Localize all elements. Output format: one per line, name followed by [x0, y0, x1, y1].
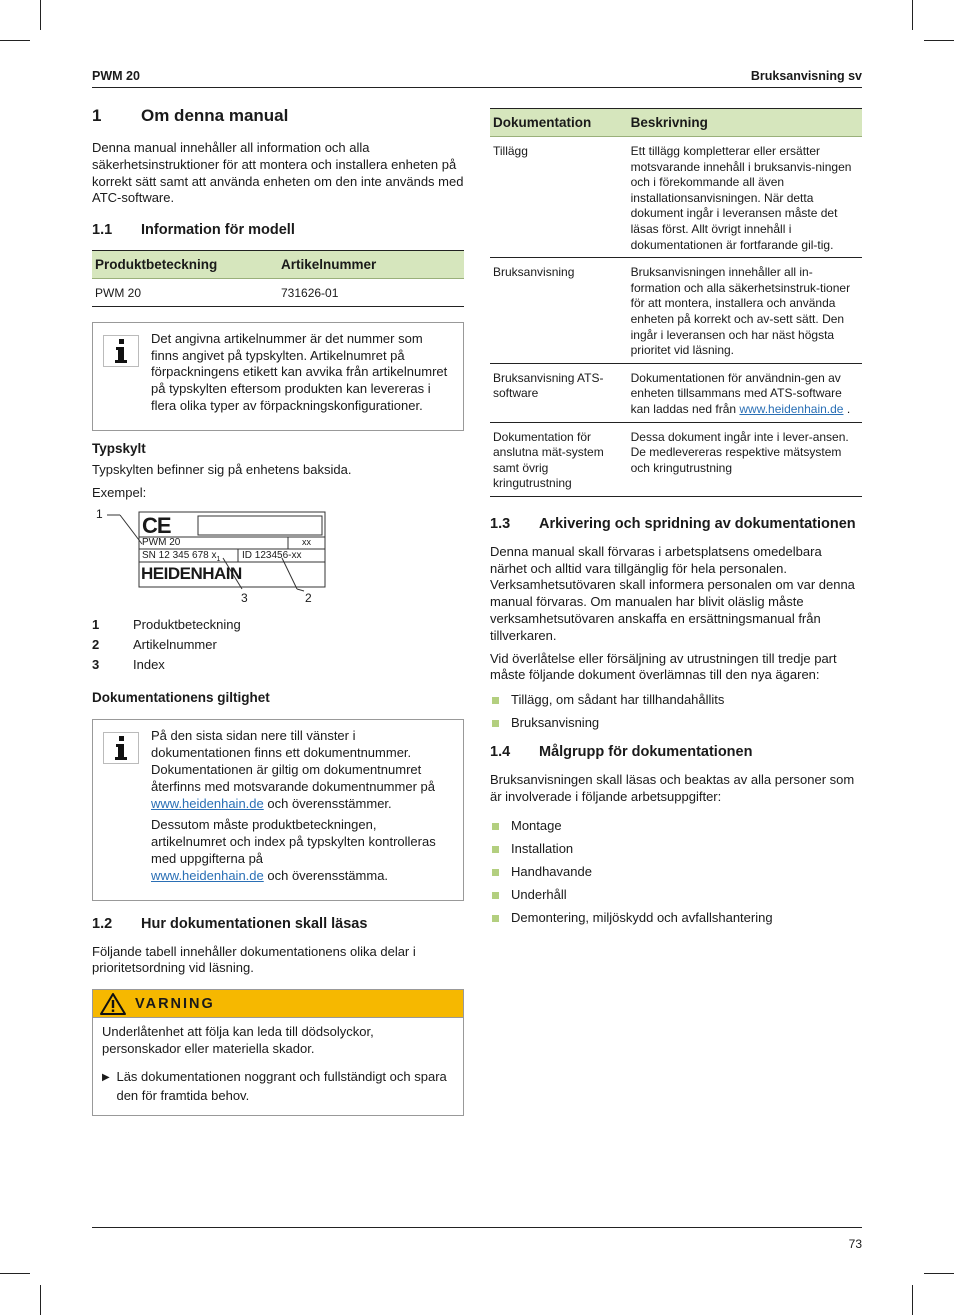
section-1-3-heading: 1.3 Arkivering och spridning av dokumentationen: [490, 515, 856, 532]
list-item: Demontering, miljöskydd och avfallshantering: [490, 910, 862, 926]
crop-mark: [0, 1273, 30, 1274]
validity-heading: Dokumentationens giltighet: [92, 690, 270, 706]
table-row: Bruksanvisning Bruksanvisningen innehåller all in-formation och alla säkerhetsinstruk-tioner för att montera, installera och använda enheten på korrekt och av-sett sätt. Den ingår i leveransen och har näst högsta prioritet vid läsning.: [490, 258, 862, 364]
warning-text: Underlåtenhet att följa kan leda till dödsolyckor, personskador eller materiella skador.: [102, 1024, 374, 1056]
info-icon: [103, 732, 139, 764]
warning-label: VARNING: [135, 995, 215, 1012]
heidenhain-link[interactable]: www.heidenhain.de: [739, 401, 844, 416]
table-header: Dokumentation: [490, 109, 628, 137]
page-number: 73: [848, 1237, 862, 1251]
documentation-table: [490, 108, 862, 497]
header-product: PWM 20: [92, 69, 140, 83]
typskylt-heading: Typskylt: [92, 440, 146, 456]
list-item: 3 Index: [92, 657, 165, 673]
warning-step: ▶ Läs dokumentationen noggrant och fullständigt och spara den för framtida behov.: [102, 1068, 447, 1103]
heidenhain-link[interactable]: www.heidenhain.de: [151, 867, 264, 883]
section-1-3-p2: Vid överlåtelse eller försäljning av utrustningen till tredje part måste följande dokument överlämnas till den nya ägaren:: [490, 650, 837, 683]
section-1-1-heading: 1.1 Information för modell: [92, 222, 295, 239]
table-row: Dokumentation för anslutna mät-system samt övrig kringutrustning Dessa dokument ingår inte i lever-ansen. De medlevereras respektive mätsystem och kringutrustning: [490, 422, 862, 496]
section-1-3-p1: Denna manual skall förvaras i arbetsplatsens omedelbara närhet och alltid vara tillgänglig för hela personalen. Verksamhetsutövaren skall informera personalen om var denna manual förvaras. Om manualen har blivit oläslig måste verksamhetsutövaren anskaffa en ersättningsmanual från tillverkaren.: [490, 543, 855, 643]
section-1-2-heading: 1.2 Hur dokumentationen skall läsas: [92, 915, 368, 932]
crop-mark: [0, 40, 30, 41]
section-1-2-intro: Följande tabell innehåller dokumentationens olika delar i prioritetsordning vid läsning.: [92, 943, 416, 976]
model-table: [92, 250, 464, 307]
list-item: Bruksanvisning: [490, 715, 862, 731]
info-box-article-number: Det angivna artikelnummer är det nummer som finns angivet på typskylten. Artikelnumret på förpackningens etikett kan avvika från artikelnumret på typskylten eftersom produkten kan levereras i flera olika typer av förpackningskonfigurationer.: [92, 322, 464, 431]
list-item: Underhåll: [490, 887, 862, 903]
crop-mark: [912, 0, 913, 30]
plate-id: ID 123456-xx: [242, 550, 302, 562]
heidenhain-link[interactable]: www.heidenhain.de: [151, 795, 264, 811]
callout-3: 3: [241, 591, 248, 606]
left-column: [92, 106, 464, 1116]
section-1-4-heading: 1.4 Målgrupp för dokumentationen: [490, 744, 753, 761]
heidenhain-logo: HEIDENHAIN: [141, 564, 242, 584]
info-icon: [103, 335, 139, 367]
page-footer: [92, 1227, 862, 1251]
target-group-list: [490, 818, 862, 926]
figure-legend: [92, 617, 464, 672]
table-row: Bruksanvisning ATS-software Dokumentationen för användnin-gen av enheten tillsammans med ATS-software kan laddas ned från www.heidenhain.de .: [490, 363, 862, 422]
example-label: Exempel:: [92, 484, 147, 500]
warning-icon: [99, 992, 127, 1016]
table-header: Beskrivning: [628, 109, 862, 137]
right-column: [490, 108, 862, 933]
list-item: Handhavande: [490, 864, 862, 880]
ce-mark: CE: [142, 513, 171, 539]
list-item: Montage: [490, 818, 862, 834]
info-box-validity: På den sista sidan nere till vänster i dokumentationen finns ett dokumentnummer. Dokumentationen är giltig om dokumentnumret återfinns med motsvarande dokumentnummer på www.heidenhain.de och överensstämmer. Dessutom måste produktbeteckningen, artikelnumret och index på typskylten kontrolleras med uppgifterna på www.heidenhain.de och överensstämma.: [92, 719, 464, 900]
crop-mark: [924, 40, 954, 41]
list-item: 1 Produktbeteckning: [92, 617, 241, 633]
callout-2: 2: [305, 591, 312, 606]
list-item: Installation: [490, 841, 862, 857]
crop-mark: [924, 1273, 954, 1274]
section-1-4-p1: Bruksanvisningen skall läsas och beaktas av alla personer som är involverade i följande arbetsuppgifter:: [490, 772, 855, 805]
table-row: Tillägg Ett tillägg kompletterar eller ersätter motsvarande innehåll i bruksanvis-ningen och i förekommande all även installationsanvisningen. När detta dokument ingår i leveransen måste det läsas först. Allt övrigt innehåll i dokumentationen är fortfarande gil-tig.: [490, 137, 862, 258]
crop-mark: [40, 0, 41, 30]
list-item: Tillägg, om sådant har tillhandahållits: [490, 692, 862, 708]
crop-mark: [912, 1285, 913, 1315]
plate-serial: SN 12 345 678 $x_1$: [142, 550, 221, 564]
typskylt-text: Typskylten befinner sig på enhetens baksida.: [92, 461, 352, 477]
list-item: 2 Artikelnummer: [92, 637, 217, 653]
arrow-right-icon: ▶: [102, 1071, 110, 1083]
plate-model: PWM 20: [142, 537, 181, 549]
warning-box: [92, 989, 464, 1116]
section-1-heading: 1 Om denna manual: [92, 106, 289, 125]
crop-mark: [40, 1285, 41, 1315]
section-1-intro: Denna manual innehåller all information och alla säkerhetsinstruktioner för att montera och installera enheten på korrekt sätt samt att använda enheten om den inte används med ATC-software.: [92, 140, 464, 206]
page-header: [92, 69, 862, 88]
callout-1: 1: [96, 507, 103, 522]
table-row: PWM 20 731626-01: [92, 279, 464, 307]
handover-list: [490, 692, 862, 731]
plate-xx: xx: [302, 537, 311, 548]
table-header: Artikelnummer: [278, 251, 464, 279]
type-plate-figure: [92, 507, 464, 609]
header-doc-title: Bruksanvisning sv: [750, 69, 862, 83]
table-header: Produktbeteckning: [92, 251, 278, 279]
